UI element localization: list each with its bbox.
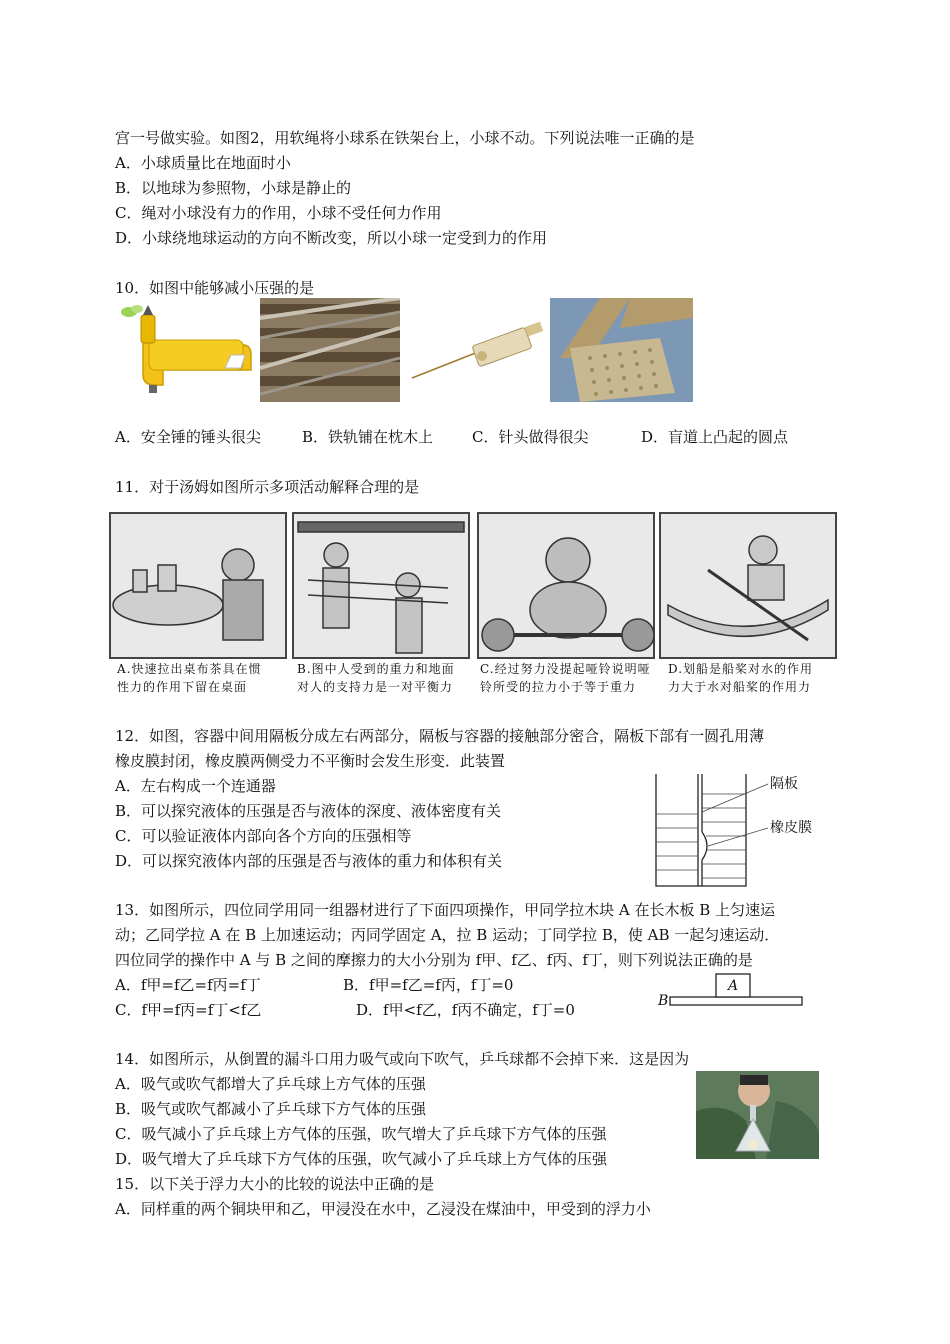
q13-option-b: B．f甲=f乙=f丙，f丁=0 xyxy=(343,976,514,994)
q12-option-d: D．可以探究液体内部的压强是否与液体的重力和体积有关 xyxy=(115,852,503,870)
q11-caption-c-1: C.经过努力没提起哑铃说明哑 xyxy=(480,662,651,676)
q13-option-d: D．f甲<f乙，f丙不确定，f丁=0 xyxy=(356,1001,575,1019)
q12-stem-line2: 橡皮膜封闭，橡皮膜两侧受力不平衡时会发生形变．此装置 xyxy=(115,752,506,770)
q12-option-b: B．可以探究液体的压强是否与液体的深度、液体密度有关 xyxy=(115,802,502,820)
syringe-image xyxy=(408,318,544,382)
q13-stem-line1: 13．如图所示，四位同学用同一组器材进行了下面四项操作，甲同学拉木块 A 在长木板 B 上匀速运 xyxy=(115,901,776,919)
q9-option-c: C．绳对小球没有力的作用，小球不受任何力作用 xyxy=(115,204,442,222)
q14-option-c: C．吸气减小了乒乓球上方气体的压强，吹气增大了乒乓球下方气体的压强 xyxy=(115,1125,607,1143)
q9-option-a: A．小球质量比在地面时小 xyxy=(115,154,291,172)
q9-stem: 宫一号做实验。如图2，用软绳将小球系在铁架台上，小球不动。下列说法唯一正确的是 xyxy=(115,129,695,147)
q13-stem-line3: 四位同学的操作中 A 与 B 之间的摩擦力的大小分别为 f甲、f乙、f丙、f丁，则下列说法正确的是 xyxy=(115,951,753,969)
q10-option-b: B．铁轨铺在枕木上 xyxy=(302,428,434,446)
label-membrane: 橡皮膜 xyxy=(770,820,812,836)
q10-stem: 10．如图中能够减小压强的是 xyxy=(115,279,315,297)
label-partition: 隔板 xyxy=(770,776,798,792)
q10-option-c: C．针头做得很尖 xyxy=(472,428,589,446)
q14-option-b: B．吸气或吹气都减小了乒乓球下方气体的压强 xyxy=(115,1100,427,1118)
q12-option-c: C．可以验证液体内部向各个方向的压强相等 xyxy=(115,827,412,845)
label-block-a: A xyxy=(728,978,739,994)
tactile-paving-image xyxy=(550,298,693,402)
q9-option-b: B．以地球为参照物，小球是静止的 xyxy=(115,179,352,197)
q12-option-a: A．左右构成一个连通器 xyxy=(115,777,276,795)
q15-stem: 15．以下关于浮力大小的比较的说法中正确的是 xyxy=(115,1175,435,1193)
q14-stem: 14．如图所示，从倒置的漏斗口用力吸气或向下吹气，乒乓球都不会掉下来．这是因为 xyxy=(115,1050,690,1068)
label-board-b: B xyxy=(658,993,669,1009)
q13-option-a: A．f甲=f乙=f丙=f丁 xyxy=(115,976,261,994)
funnel-pingpong-photo xyxy=(696,1071,819,1159)
q11-caption-c-2: 铃所受的拉力小于等于重力 xyxy=(480,680,637,694)
q11-caption-a-1: A.快速拉出桌布茶具在惯 xyxy=(117,662,262,676)
q11-caption-b-2: 对人的支持力是一对平衡力 xyxy=(297,680,454,694)
q13-option-c: C．f甲=f丙=f丁<f乙 xyxy=(115,1001,262,1019)
q11-caption-d-2: 力大于水对船桨的作用力 xyxy=(668,680,812,694)
q13-stem-line2: 动；乙同学拉 A 在 B 上加速运动；丙同学固定 A，拉 B 运动；丁同学拉 B，使 AB 一起匀速运动． xyxy=(115,926,780,944)
safety-hammer-image xyxy=(113,300,253,400)
q14-option-d: D．吸气增大了乒乓球下方气体的压强，吹气减小了乒乓球上方气体的压强 xyxy=(115,1150,608,1168)
q11-caption-a-2: 性力的作用下留在桌面 xyxy=(117,680,248,694)
q10-option-a: A．安全锤的锤头很尖 xyxy=(115,428,261,446)
railway-track-image xyxy=(260,298,400,402)
q9-option-d: D．小球绕地球运动的方向不断改变，所以小球一定受到力的作用 xyxy=(115,229,548,247)
q11-stem: 11．对于汤姆如图所示多项活动解释合理的是 xyxy=(115,478,420,496)
q11-caption-d-1: D.划船是船桨对水的作用 xyxy=(668,662,814,676)
tom-activities-comic xyxy=(108,510,838,660)
q12-stem-line1: 12．如图，容器中间用隔板分成左右两部分，隔板与容器的接触部分密合，隔板下部有一圆孔用薄 xyxy=(115,727,765,745)
q10-option-d: D．盲道上凸起的圆点 xyxy=(641,428,789,446)
q11-caption-b-1: B.图中人受到的重力和地面 xyxy=(297,662,455,676)
q14-option-a: A．吸气或吹气都增大了乒乓球上方气体的压强 xyxy=(115,1075,426,1093)
q15-option-a: A．同样重的两个铜块甲和乙，甲浸没在水中，乙浸没在煤油中，甲受到的浮力小 xyxy=(115,1200,651,1218)
